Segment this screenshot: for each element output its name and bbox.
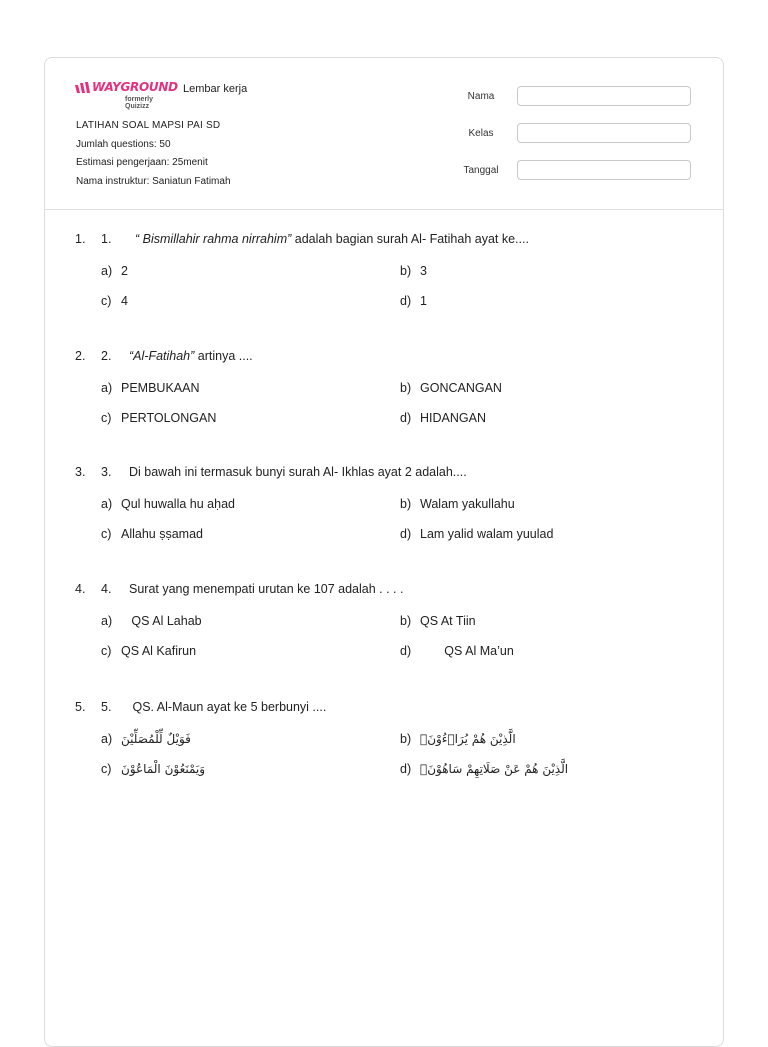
question-text: [129, 349, 253, 363]
option-b[interactable]: [400, 262, 699, 280]
question-text: Di bawah ini termasuk bunyi surah Al- Ikhlas ayat 2 adalah....: [129, 465, 467, 479]
option-text: 2: [121, 264, 128, 278]
question-number: 5.: [75, 700, 86, 714]
option-a[interactable]: [101, 262, 400, 280]
logo-subtitle: formerly Quizizz: [125, 96, 154, 110]
question-subnumber: 4.: [101, 582, 112, 596]
field-nama: [445, 85, 691, 107]
option-letter: c): [101, 644, 112, 658]
option-text: وَيَمْنَعُوْنَ الْمَاعُوْنَ: [121, 762, 206, 776]
option-text: GONCANGAN: [420, 381, 502, 395]
option-text: QS Al Lahab: [121, 614, 202, 628]
option-grid: [101, 612, 699, 660]
option-letter: d): [400, 762, 412, 776]
option-text: 1: [420, 294, 427, 308]
option-text: QS Al Kafirun: [121, 644, 197, 658]
option-grid: [101, 262, 699, 310]
option-text: PERTOLONGAN: [121, 411, 217, 425]
option-text: فَوَيْلٌ لِّلْمُصَلِّيْنَ: [121, 732, 191, 746]
field-tanggal: [445, 159, 691, 181]
question-number: 1.: [75, 232, 86, 246]
option-text: 3: [420, 264, 427, 278]
option-c[interactable]: [101, 642, 400, 660]
option-text: QS Al Ma’un: [420, 644, 514, 658]
option-c[interactable]: [101, 760, 400, 778]
option-text: الَّذِيْنَ هُمْ عَنْ صَلَاتِهِمْ سَاهُوْنَۙ: [420, 762, 569, 776]
question-text: QS. Al-Maun ayat ke 5 berbunyi ....: [129, 700, 327, 714]
option-letter: a): [101, 497, 113, 511]
question-subnumber: 3.: [101, 465, 112, 479]
option-a[interactable]: [101, 730, 400, 748]
field-label: Nama: [467, 90, 495, 102]
instructor-name: Nama instruktur: Saniatun Fatimah: [76, 175, 231, 187]
question-stem: [75, 698, 699, 716]
option-text: Qul huwalla hu aḥad: [121, 497, 235, 511]
class-field[interactable]: [517, 123, 691, 143]
option-letter: b): [400, 497, 412, 511]
field-label: Kelas: [468, 127, 494, 139]
option-b[interactable]: [400, 612, 699, 630]
option-letter: c): [101, 527, 112, 541]
option-text: Walam yakullahu: [420, 497, 515, 511]
option-letter: b): [400, 264, 412, 278]
question-number: 4.: [75, 582, 86, 596]
option-grid: [101, 495, 699, 543]
option-letter: a): [101, 614, 113, 628]
option-letter: d): [400, 294, 412, 308]
question-2: [75, 347, 699, 427]
question-number: 2.: [75, 349, 86, 363]
option-letter: b): [400, 381, 412, 395]
question-text: [135, 232, 529, 246]
option-d[interactable]: [400, 642, 699, 660]
option-letter: b): [400, 614, 412, 628]
option-letter: d): [400, 411, 412, 425]
worksheet-card: [44, 57, 724, 1047]
option-d[interactable]: [400, 409, 699, 427]
question-4: [75, 580, 699, 660]
option-letter: d): [400, 527, 412, 541]
option-b[interactable]: [400, 495, 699, 513]
option-text: PEMBUKAAN: [121, 381, 200, 395]
option-text: Allahu ṣṣamad: [121, 527, 203, 541]
question-text: Surat yang menempati urutan ke 107 adalah . . . .: [129, 582, 404, 596]
option-b[interactable]: [400, 730, 699, 748]
option-text: Lam yalid walam yuulad: [420, 527, 554, 541]
option-grid: [101, 379, 699, 427]
worksheet-title: LATIHAN SOAL MAPSI PAI SD: [76, 120, 221, 131]
worksheet-meta: [76, 117, 231, 191]
option-letter: a): [101, 381, 113, 395]
question-stem: [75, 230, 699, 248]
question-text-italic: “Al-Fatihah”: [129, 349, 195, 363]
option-letter: a): [101, 264, 113, 278]
option-text: 4: [121, 294, 128, 308]
logo-wordmark: WAYGROUND: [92, 80, 178, 94]
question-3: [75, 463, 699, 543]
option-c[interactable]: [101, 409, 400, 427]
worksheet-label: Lembar kerja: [183, 83, 248, 95]
option-grid: [101, 730, 699, 778]
question-stem: [75, 580, 699, 598]
option-letter: c): [101, 762, 112, 776]
name-field[interactable]: [517, 86, 691, 106]
question-text-post: adalah bagian surah Al- Fatihah ayat ke....: [291, 232, 529, 246]
logo-mark-icon: [75, 82, 91, 94]
option-c[interactable]: [101, 525, 400, 543]
option-letter: d): [400, 644, 412, 658]
option-b[interactable]: [400, 379, 699, 397]
option-c[interactable]: [101, 292, 400, 310]
worksheet-header: [45, 58, 723, 210]
wayground-logo: [75, 80, 179, 114]
question-5: [75, 698, 699, 778]
question-number: 3.: [75, 465, 86, 479]
option-text: QS At Tiin: [420, 614, 476, 628]
question-stem: [75, 463, 699, 481]
option-a[interactable]: [101, 612, 400, 630]
option-text: الَّذِيْنَ هُمْ يُرَاۤءُوْنَۙ: [420, 732, 516, 746]
time-estimate: Estimasi pengerjaan: 25menit: [76, 157, 208, 168]
option-d[interactable]: [400, 292, 699, 310]
student-fields: [445, 85, 691, 196]
option-a[interactable]: [101, 495, 400, 513]
question-text-post: artinya ....: [194, 349, 253, 363]
question-text-italic: “ Bismillahir rahma nirrahim”: [135, 232, 292, 246]
option-letter: a): [101, 732, 113, 746]
question-stem: [75, 347, 699, 365]
question-1: [75, 230, 699, 310]
option-d[interactable]: [400, 525, 699, 543]
field-label: Tanggal: [463, 164, 499, 176]
option-text: HIDANGAN: [420, 411, 486, 425]
option-d[interactable]: [400, 760, 699, 778]
option-a[interactable]: [101, 379, 400, 397]
question-subnumber: 1.: [101, 232, 112, 246]
option-letter: c): [101, 294, 112, 308]
questions-count: Jumlah questions: 50: [76, 138, 171, 150]
date-field[interactable]: [517, 160, 691, 180]
question-subnumber: 5.: [101, 700, 112, 714]
field-kelas: [445, 122, 691, 144]
option-letter: b): [400, 732, 412, 746]
option-letter: c): [101, 411, 112, 425]
question-subnumber: 2.: [101, 349, 112, 363]
brand-row: [75, 80, 247, 114]
